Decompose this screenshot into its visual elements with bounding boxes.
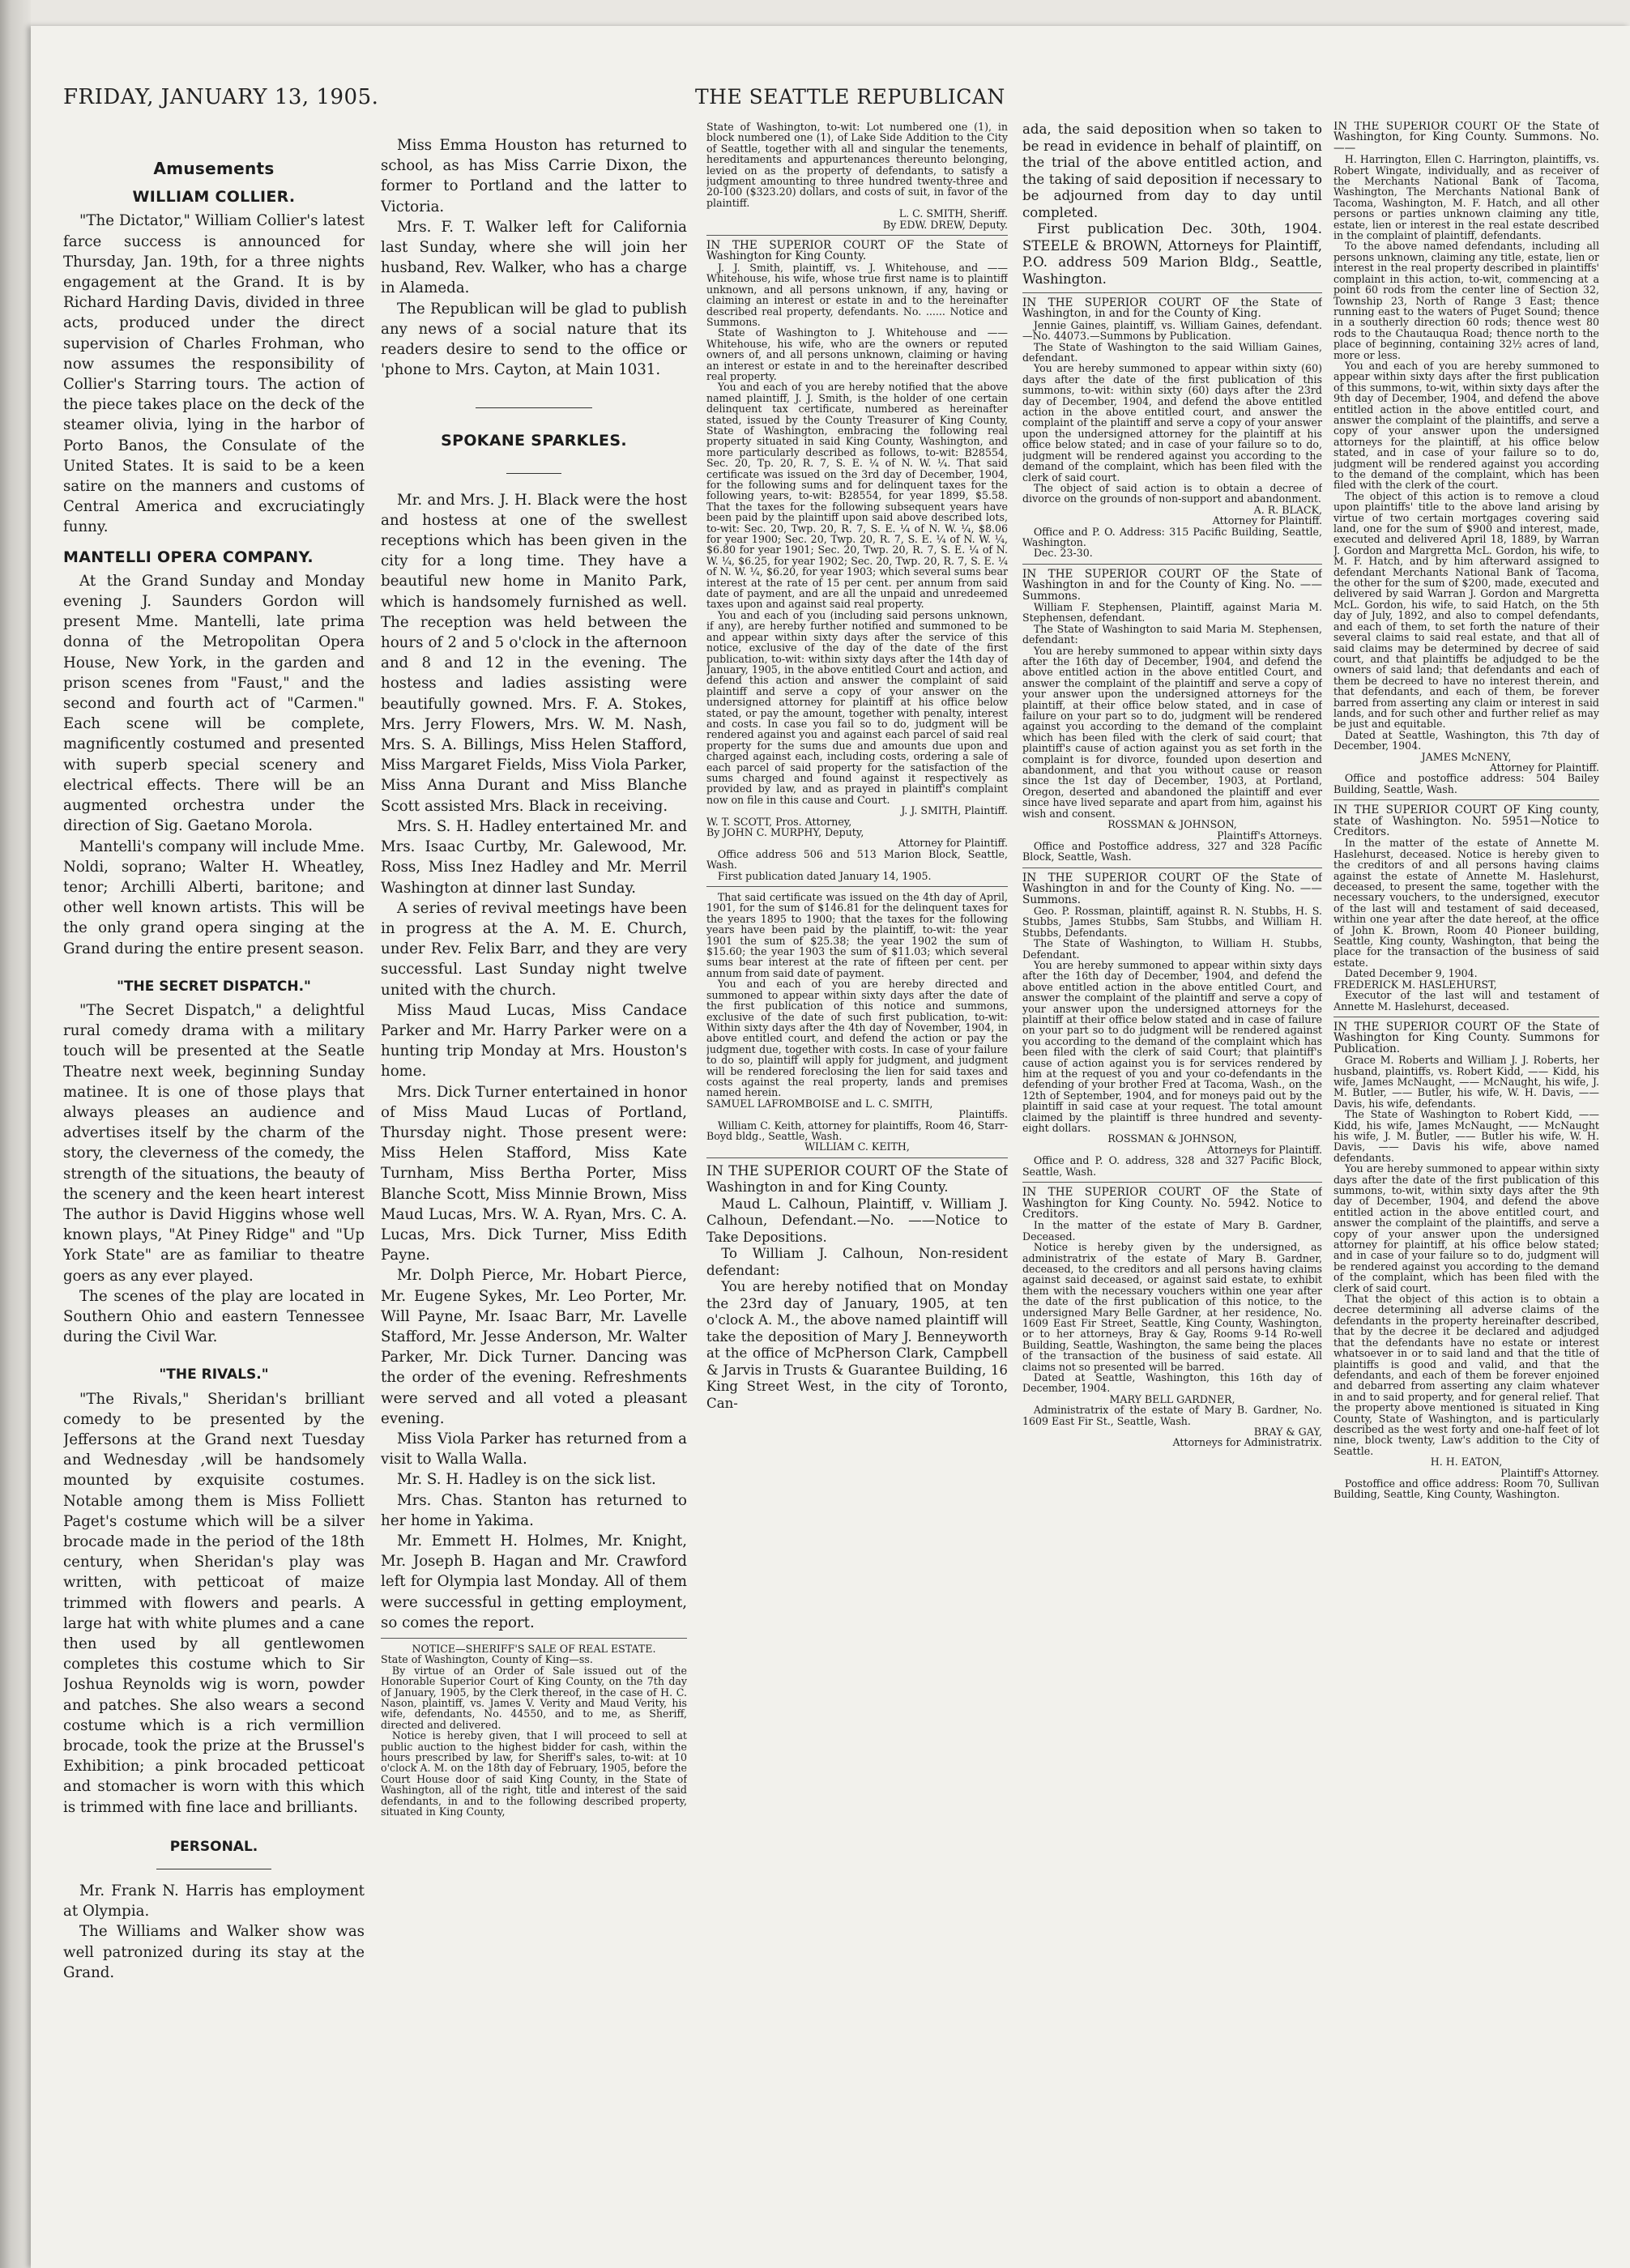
legal-signature: L. C. SMITH, Sheriff. — [898, 207, 1008, 220]
legal-signature: By EDW. DREW, Deputy. — [882, 218, 1008, 231]
article-paragraph: Mrs. F. T. Walker left for California last Sunday, where she will join her husband, Rev. Walker, who has a charge in Alameda. — [381, 218, 687, 297]
article-paragraph: The Republican will be glad to publish any news of a social nature that its readers desire to send to the office or 'phone to Mrs. Cayton, at Main 1031. — [381, 300, 687, 379]
legal-paragraph: You and each of you are hereby notified that the above named plaintiff, J. J. Smith, is the holder of one certain delinquent tax certificate, numbered as hereinafter stated, issued by the County Treasurer of King County, State of Washington, embracing the following real property situated in said King County, Washington, and more particularly described as follows, to-wit: B28554, Sec. 20, Tp. 20, R. 7, S. E. ¼ of N. W. ¼. That said certificate was issued on the 3rd day of December, 1904, for the following sums and for delinquent taxes for the following years, to-wit: B28554, for year 1899, $5.58. That the taxes for the following subsequent years have been paid by the plaintiff upon said above described lots, to-wit: Sec. 20, Twp. 20, R. 7, S. E. ¼ of N. W. ¼, $8.06 for year 1900; Sec. 20, Twp. 20, R. 7, S. E. ¼ of N. W. ¼, $6.80 for year 1901; Sec. 20, Twp. 20, R. 7, S. E. ¼ of N. W. ¼, $6.25, for year 1902; Sec. 20, Twp. 20, R. 7, S. E. ¼ of N. W. ¼, $6.20, for year 1903; which several sums bear interest at the rate of 15 per cent. per annum from said date of payment, and are all the unpaid and unredeemed taxes upon and against said real property. — [706, 381, 1008, 611]
article-paragraph: Miss Maud Lucas, Miss Candace Parker and Mr. Harry Parker were on a hunting trip Monday at Mrs. Houston's home. — [381, 1001, 687, 1081]
divider — [706, 1157, 1008, 1158]
legal-paragraph: Geo. P. Rossman, plaintiff, against R. N. Stubbs, H. S. Stubbs, James Stubbs, Sam Stubbs, and William H. Stubbs, Defendants. — [1022, 904, 1322, 939]
legal-signature: MARY BELL GARDNER, — [1109, 1392, 1235, 1405]
court-heading: IN THE SUPERIOR COURT OF the State of Washington, for King County. Summons. No. —— — [1333, 122, 1599, 155]
legal-signature: Dec. 23-30. — [1033, 547, 1093, 560]
court-heading: IN THE SUPERIOR COURT OF the State of Washington, in and for the County of King. — [1022, 296, 1322, 321]
legal-signature: A. R. BLACK, — [1253, 503, 1322, 516]
legal-signature: Office and Postoffice address, 327 and 328 Pacific Block, Seattle, Wash. — [1022, 839, 1322, 863]
article-heading-secret-dispatch: "THE SECRET DISPATCH." — [117, 978, 311, 995]
legal-paragraph: In the matter of the estate of Mary B. Gardner, Deceased. — [1022, 1219, 1322, 1243]
legal-signature: FREDERICK M. HASLEHURST, — [1333, 978, 1497, 991]
legal-paragraph: Dated at Seattle, Washington, this 16th day of December, 1904. — [1022, 1371, 1322, 1395]
legal-signature: W. T. SCOTT, Pros. Attorney, — [706, 815, 852, 828]
article-heading-collier: WILLIAM COLLIER. — [132, 188, 296, 207]
legal-paragraph: You are hereby notified that on Monday the 23rd day of January, 1905, at ten o'clock A. M., the above named plaintiff will take the deposition of Mary J. Benneyworth at the office of McPherson Clark, Campbell & Jarvis in Trusts & Guarantee Building, 16 King Street West, in the city of Toronto, Can- — [706, 1279, 1008, 1411]
article-paragraph: Mr. and Mrs. J. H. Black were the host and hostess at one of the swellest receptions which has been given in the city for a long time. They have a beautiful new home in Manito Park, which is handsomely furnished as well. The reception was held between the hours of 2 and 5 o'clock in the afternoon and 8 and 12 in the evening. The hostess and ladies assisting were beautifully gowned. Mrs. F. A. Stokes, Mrs. Jerry Flowers, Mrs. W. M. Nash, Mrs. S. A. Billings, Miss Helen Stafford, Miss Margaret Fields, Miss Viola Parker, Miss Anna Durant and Miss Blanche Scott assisted Mrs. Black in receiving. — [381, 491, 687, 815]
legal-paragraph: That the object of this action is to obtain a decree determining all adverse claims of the defendants in the property hereinafter described, that by the decree it be declared and adjudged that the defendants have no estate or interest whatsoever in or to said land and that the title of plaintiffs is good and valid, and that the defendants, and each of them be forever enjoined and debarred from asserting any claim whatever in and to said property, and for general relief. That the property above mentioned is situated in King County, State of Washington, and is particularly described as the west forty and one-half feet of lot nine, block twenty, Law's addition to the City of Seattle. — [1333, 1293, 1599, 1457]
legal-paragraph: The object of this action is to remove a cloud upon plaintiffs' title to the above land arising by virtue of two certain mortgages covering said land, one for the sum of $900 and interest, made, executed and delivered April 18, 1889, by Warran J. Gordon and Margretta McL. Gordon, his wife, to M. F. Hatch, and by him afterward assigned to defendant Merchants National Bank of Tacoma, the other for the sum of $200, made, executed and delivered by said Warran J. Gordon and Margretta McL. Gordon, his wife, to said Hatch, on the 5th day of July, 1892, and also to compel defendants, and each of them, to set forth the nature of their several claims to said real estate, and that all of said claims may be determined by decree of said court, and that plaintiffs be adjudged to be the owners of said land; that defendants and each of them be decreed to have no interest therein, and that defendants, and each of them, be forever barred from asserting any claim or interest in said lands, and for such other and further relief as may be just and equitable. — [1333, 489, 1599, 731]
divider — [706, 235, 1008, 236]
masthead-title: THE SEATTLE REPUBLICAN — [695, 85, 1005, 109]
section-heading-spokane: SPOKANE SPARKLES. — [441, 432, 627, 450]
article-heading-mantelli: MANTELLI OPERA COMPANY. — [63, 548, 314, 566]
legal-signature: SAMUEL LAFROMBOISE and L. C. SMITH, — [706, 1097, 933, 1110]
court-heading: IN THE SUPERIOR COURT OF the State of Washington in and for King County. — [706, 1162, 1008, 1196]
legal-paragraph: In the matter of the estate of Annette M. Haslehurst, deceased. Notice is hereby given to the creditors of and all persons having claims against the estate of Annette M. Haslehurst, deceased, to present the same, together with the necessary vouchers, to the undersigned, executor of the last will and testament of said deceased, within one year after the date hereof, at the office of John K. Brown, Room 40 Pioneer building, Seattle, King county, Washington, that being the place for the transaction of the business of said estate. — [1333, 837, 1599, 969]
legal-paragraph: Notice is hereby given by the undersigned, as administratrix of the estate of Mary B. Gardner, deceased, to the creditors and all persons having claims against said deceased, or against said estate, to exhibit them with the necessary vouchers within one year after the date of the first publication of this notice, to the undersigned Mary Belle Gardner, at her residence, No. 1609 East Fir Street, Seattle, King County, Washington, or to her attorneys, Bray & Gay, Rooms 9-14 Ro-well Building, Seattle, Washington, the same being the places of the transaction of the business of said estate. All claims not so presented will be barred. — [1022, 1241, 1322, 1373]
legal-paragraph: ada, the said deposition when so taken to be read in evidence in behalf of plaintiff, on the trial of the above entitled action, and the taking of said deposition if necessary to be adjourned from day to day until completed. — [1022, 122, 1322, 220]
article-paragraph: At the Grand Sunday and Monday evening J. Saunders Gordon will present Mme. Mantelli, late prima donna of the Metropolitan Opera House, New York, in the garden and prison scenes from "Faust," and the second and fourth act of "Carmen." Each scene will be complete, magnificently costumed and presented with superb special scenery and electrical effects. There will be an augmented orchestra under the direction of Sig. Gaetano Morola. — [63, 572, 365, 835]
article-paragraph: "The Secret Dispatch," a delightful rural comedy drama with a military touch will be presented at the Seatle Theatre next week, beginning Sunday matinee. It is one of those plays that always pleases an audience and advertises itself by the charm of the story, the cleverness of the comedy, the strength of the situations, the beauty of the scenery and the keen heart interest The author is David Higgins whose well known plays, "At Piney Ridge" and "Up York State" are as familiar to theatre goers as any ever played. — [63, 1001, 365, 1285]
legal-signature: Postoffice and office address: Room 70, Sullivan Building, Seattle, King County, Washington. — [1333, 1477, 1599, 1501]
legal-signature: Office and P. O. address, 328 and 327 Pacific Block, Seattle, Wash. — [1022, 1154, 1322, 1178]
legal-signature: ROSSMAN & JOHNSON, — [1107, 818, 1237, 831]
legal-signature: By JOHN C. MURPHY, Deputy, — [706, 826, 864, 838]
legal-paragraph: You are hereby summoned to appear within sixty (60) days after the date of the first publication of this summons, to-wit: within sixty (60) days after the 23rd day of December, 1904, and defend the above entitled action in the above entitled court, and answer the complaint of the plaintiff and serve a copy of your answer upon the undersigned attorney for the plaintiff at his office below stated; and in case of your failure so to do, judgment will be rendered against you according to the demand of the complaint, which has been filed with the clerk of said court. — [1022, 362, 1322, 484]
legal-signature: Office and postoffice address: 504 Bailey Building, Seattle, Wash. — [1333, 772, 1599, 795]
legal-signature: Plaintiff's Attorney. — [1500, 1466, 1599, 1479]
legal-paragraph: Dated December 9, 1904. — [1344, 967, 1478, 980]
court-heading: IN THE SUPERIOR COURT OF the State of Washington for King County. — [706, 239, 1008, 263]
legal-signature: J. J. SMITH, Plaintiff. — [901, 804, 1008, 817]
article-paragraph: Mr. Emmett H. Holmes, Mr. Knight, Mr. Joseph B. Hagan and Mr. Crawford left for Olympia last Monday. All of them were successful in getting employment, so comes the report. — [381, 1533, 687, 1631]
legal-signature: WILLIAM C. KEITH, — [804, 1140, 910, 1153]
court-heading: IN THE SUPERIOR COURT OF the State of Washington in and for the County of King. No. ——Summons. — [1022, 567, 1322, 603]
divider — [1022, 564, 1322, 565]
legal-paragraph: You and each of you are hereby summoned to appear within sixty days after the first publication of this summons, to-wit, within sixty days after the 9th day of December, 1904, and defend the above entitled action in the above entitled court, and answer the complaint of the plaintiffs, and serve a copy of your answer upon the undersigned attorneys for the plaintiff, at his office below stated, and in case of your failure so to do, judgment will be rendered against you according to the demand of the complaint, which has been filed with the clerk of the court. — [1333, 359, 1599, 492]
legal-paragraph: State of Washington, to-wit: Lot numbered one (1), in block numbered one (1), of Lake Side Addition to the City of Seattle, together with all and singular the tenements, hereditaments and appurtenances thereunto belonging, levied on as the property of defendants, to satisfy a judgment amounting to three hundred twenty-three and 20-100 ($323.20) dollars, and costs of suit, in favor of the plaintiff. — [706, 122, 1008, 209]
issue-date: FRIDAY, JANUARY 13, 1905. — [63, 85, 379, 109]
article-paragraph: Mr. Frank N. Harris has employment at Olympia. — [63, 1882, 365, 1921]
legal-signature: Office and P. O. Address: 315 Pacific Building, Seattle, Washington. — [1022, 525, 1322, 548]
legal-paragraph: By virtue of an Order of Sale issued out of the Honorable Superior Court of King County, on the 7th day of January, 1905, by the Clerk thereof, in the case of H. C. Nason, plaintiff, vs. James V. Verity and Maud Verity, his wife, defendants, No. 44550, and to me, as Sheriff, directed and delivered. — [381, 1664, 687, 1731]
legal-paragraph: J. J. Smith, plaintiff, vs. J. Whitehouse, and —— Whitehouse, his wife, whose true first name is to plaintiff unknown, and all persons unknown, if any, having or claiming an interest or estate in and to the hereinafter described real property, defendants. No. ...... Notice and Summons. — [706, 261, 1008, 328]
article-paragraph: Mrs. Dick Turner entertained in honor of Miss Maud Lucas of Portland, Thursday night. Those present were: Miss Helen Stafford, Miss Kate Turnham, Miss Bertha Porter, Miss Blanche Scott, Miss Minnie Brown, Miss Maud Lucas, Mrs. W. A. Ryan, Mrs. C. A. Lucas, Mrs. Dick Turner, Miss Edith Payne. — [381, 1083, 687, 1264]
column-legal-3 — [1333, 122, 1599, 2244]
legal-signature: BRAY & GAY, — [1253, 1426, 1322, 1439]
legal-signature: Attorney for Plaintiff. — [1489, 761, 1599, 774]
divider — [1333, 799, 1599, 800]
article-paragraph: Mr. S. H. Hadley is on the sick list. — [397, 1471, 656, 1489]
court-heading: IN THE SUPERIOR COURT OF King county, state of Washington. No. 5951—Notice to Creditors. — [1333, 804, 1599, 838]
legal-paragraph: To William J. Calhoun, Non-resident defendant: — [706, 1246, 1008, 1278]
legal-notice-heading: NOTICE—SHERIFF'S SALE OF REAL ESTATE. — [412, 1643, 656, 1656]
article-paragraph: Miss Emma Houston has returned to school, as has Miss Carrie Dixon, the former to Portland and the latter to Victoria. — [381, 137, 687, 215]
legal-signature: Plaintiffs. — [958, 1108, 1008, 1121]
article-paragraph: "The Dictator," William Collier's latest farce success is announced for Thursday, Jan. 19th, for a three nights engagement at the Grand. It is by Richard Harding Davis, divided in three acts, produced under the direct supervision of Charles Frohman, who now assumes the responsibility of Collier's Starring tours. The action of the piece takes place on the deck of the steamer olivia, lying in the harbor of Porto Banos, the Consulate of the United States. It is said to be a keen satire on the manners and customs of Central America and excruciatingly funny. — [63, 212, 365, 536]
divider — [381, 1638, 687, 1639]
divider — [506, 473, 561, 474]
divider — [476, 407, 592, 408]
article-paragraph: The scenes of the play are located in Southern Ohio and eastern Tennessee during the Civil War. — [63, 1287, 365, 1346]
legal-paragraph: You and each of you (including said persons unknown, if any), are hereby further notified and summoned to be and appear within sixty days after the service of this notice, exclusive of the day of the date of the first publication, to-wit: within sixty days after the 14th day of January, 1905, in the above entitled Court and action, and defend this action and answer the complaint of said plaintiff and serve a copy of your answer on the undersigned attorney for plaintiff at his office below stated, or pay the amount, together with penalty, interest and costs. In case you fail so to do, judgment will be rendered against you and against each parcel of said real property for the sums due and amounts due upon and charged against each, including costs, ordering a sale of each parcel of said property for the satisfaction of the sums charged and found against it respectively as provided by law, and as prayed in plaintiff's complaint now on file in this cause and Court. — [706, 608, 1008, 806]
legal-signature: JAMES McNENY, — [1421, 750, 1512, 763]
legal-paragraph: Notice is hereby given, that I will proceed to sell at public auction to the highest bidder for cash, within the hours prescribed by law, for Sheriff's sales, to-wit: at 10 o'clock A. M. on the 18th day of February, 1905, before the Court House door of said King County, in the State of Washington, all of the right, title and interest of the said defendants, in and to the following described property, situated in King County, — [381, 1729, 687, 1818]
legal-signature: Attorney for Plaintiff. — [898, 837, 1008, 850]
legal-paragraph: To the above named defendants, including all persons unknown, claiming any title, estate, lien or interest in the real property described in plaintiffs' complaint in this action, to-wit, commencing at a point 60 rods from the center line of Section 32, Township 23, North of Range 3 East; thence running east to the waters of Puget Sound; thence in a southerly direction 60 rods; thence west 80 rods to the Chautauqua Road; thence north to the place of beginning, containing 32½ acres of land, more or less. — [1333, 240, 1599, 361]
legal-paragraph: Maud L. Calhoun, Plaintiff, v. William J. Calhoun, Defendant.—No. ——Notice to Take Depositions. — [706, 1196, 1008, 1245]
legal-paragraph: You are hereby summoned to appear within sixty days after the date of the first publication of this summons, to-wit, within sixty days after the 9th day of December, 1904, and defend the above entitled action in the above entitled court, and answer the complaint of the plaintiffs, and serve a copy of your answer upon the undersigned attorney for plaintiff, at his office below stated; and in case of your failure so to do, judgment will be rendered against you according to the demand of the complaint, which has been filed with the clerk of said court. — [1333, 1162, 1599, 1294]
court-heading: IN THE SUPERIOR COURT OF the State of Washington in and for the County of King. No. ——Summons. — [1022, 871, 1322, 906]
legal-signature: Executor of the last will and testament of Annette M. Haslehurst, deceased. — [1333, 989, 1599, 1013]
column-social — [381, 135, 687, 2225]
legal-paragraph: The State of Washington to Robert Kidd, —— Kidd, his wife, James McNaught, —— McNaught his wife, J. M. Butler, —— Butler his wife, W. H. Davis, —— Davis his wife, above named defendants. — [1333, 1108, 1599, 1164]
legal-paragraph: The State of Washington, to William H. Stubbs, Defendant. — [1022, 937, 1322, 961]
court-heading: IN THE SUPERIOR COURT OF the State of Washington for King County. No. 5942. Notice to Creditors. — [1022, 1186, 1322, 1221]
legal-signature: William C. Keith, attorney for plaintiffs, Room 46, Starr-Boyd bldg., Seattle, Wash. — [706, 1119, 1008, 1142]
article-heading-rivals: "THE RIVALS." — [159, 1366, 269, 1383]
legal-paragraph: H. Harrington, Ellen C. Harrington, plaintiffs, vs. Robert Wingate, individually, and as receiver of the Merchants National Bank of Tacoma, Washington, The Merchants National Bank of Tacoma, Washington, M. F. Hatch, and all other persons or parties unknown claiming any title, estate, lien or interest in the real estate described in the complaint of plaintiff, defendants. — [1333, 153, 1599, 242]
article-paragraph: Mrs. S. H. Hadley entertained Mr. and Mrs. Isaac Curtby, Mr. Galewood, Mr. Ross, Miss Inez Hadley and Mr. Merril Washington at dinner last Sunday. — [381, 817, 687, 897]
legal-signature: Attorney for Plaintiff. — [1212, 514, 1322, 527]
legal-signature: Office address 506 and 513 Marion Block, Seattle, Wash. — [706, 847, 1008, 872]
legal-paragraph: First publication Dec. 30th, 1904. STEELE & BROWN, Attorneys for Plaintiff, P.O. address 509 Marion Bldg., Seattle, Washington. — [1022, 221, 1322, 287]
column-legal-2 — [1022, 122, 1322, 2244]
article-paragraph: The Williams and Walker show was well patronized during its stay at the Grand. — [63, 1923, 365, 1981]
divider — [706, 886, 1008, 887]
legal-signature: Administratrix of the estate of Mary B. Gardner, No. 1609 East Fir St., Seattle, Wash. — [1022, 1404, 1322, 1427]
legal-signature: Attorneys for Plaintiff. — [1207, 1143, 1322, 1156]
divider — [1022, 292, 1322, 293]
legal-signature: H. H. EATON, — [1430, 1456, 1503, 1469]
article-paragraph: Mrs. Chas. Stanton has returned to her home in Yakima. — [381, 1491, 687, 1529]
legal-paragraph: You are hereby summoned to appear within sixty days after the 16th day of December, 1904, and defend the above entitled action in the above entitled Court, and answer the complaint of the plaintiff and serve a copy of your answer upon the undersigned attorneys for the plaintiff at their office below stated and in case of failure on your part so to do judgment will be rendered against you according to the demand of the complaint which has been filed with the clerk of said Court; that plaintiff's cause of action against you is for services rendered by him at the request of you and your co-defendants in the defending of your brother Fred at Tacoma, Wash., on the 12th of September, 1904, and for moneys paid out by the plaintiff in said case at your request. The total amount claimed by the plaintiff is three hundred and seventy-eight dollars. — [1022, 958, 1322, 1135]
legal-paragraph: Jennie Gaines, plaintiff, vs. William Gaines, defendant.—No. 44073.—Summons by Publication. — [1022, 318, 1322, 343]
legal-paragraph: Dated at Seattle, Washington, this 7th day of December, 1904. — [1333, 728, 1599, 752]
article-paragraph: Mantelli's company will include Mme. Noldi, soprano; Walter H. Wheatley, tenor; Archilli Alberti, baritone; and other well known artists. This will be the only grand opera singing at the Grand during the entire present season. — [63, 838, 365, 957]
legal-signature: ROSSMAN & JOHNSON, — [1107, 1132, 1237, 1145]
article-paragraph: Mr. Dolph Pierce, Mr. Hobart Pierce, Mr. Eugene Sykes, Mr. Leo Porter, Mr. Will Payne, Mr. Isaac Barr, Mr. Lavelle Stafford, Mr. Jesse Anderson, Mr. Walter Parker, Mr. Dick Turner. Dancing was the order of the evening. Refreshments were served and all voted a pleasant evening. — [381, 1267, 687, 1427]
legal-paragraph: You and each of you are hereby directed and summoned to appear within sixty days after the date of the first publication of this notice and summons, exclusive of the date of such first publication, to-wit: Within sixty days after the 4th day of November, 1904, in above entitled court, and defend the action or pay the judgment due, together with costs. In case of your failure to do so, plaintiff will apply for judgment, and judgment will be rendered foreclosing the lien for said taxes and costs against the real property, lands and premises named herein. — [706, 978, 1008, 1099]
section-heading-amusements: Amusements — [153, 159, 275, 178]
column-legal-1 — [706, 122, 1008, 2244]
legal-paragraph: The State of Washington to the said William Gaines, defendant. — [1022, 340, 1322, 364]
legal-paragraph: The State of Washington to said Maria M. Stephensen, defendant: — [1022, 622, 1322, 646]
legal-paragraph: That said certificate was issued on the 4th day of April, 1901, for the sum of $146.81 for the delinquent taxes for the years 1895 to 1900; that the taxes for the following years have been paid by the plaintiff, to-wit: the year 1901 the sum of $25.38; the year 1902 the sum of $15.60; the year 1903 the sum of $11.03; which several sums bear interest at the rate of fifteen per cent. per annum from said date of payment. — [706, 891, 1008, 979]
article-paragraph: "The Rivals," Sheridan's brilliant comedy to be presented by the Jeffersons at the Grand next Tuesday and Wednesday ,will be handsomely mounted by exquisite costumes. Notable among them is Miss Folliett Paget's costume which will be a silver brocade made in the period of the 18th century, when Sheridan's play was written, with petticoat of maize trimmed with flowers and pearls. A large hat with white plumes and a cane then used by all gentlewomen completes this costume which to Sir Joshua Reynolds wig is worn, powder and patches. She also wears a second costume which is a rich vermillion brocade, took the prize at the Brussel's Exhibition; a pink brocaded petticoat and stomacher is worn with this which is trimmed with fine lace and brilliants. — [63, 1390, 365, 1816]
article-paragraph: Miss Viola Parker has returned from a visit to Walla Walla. — [381, 1430, 687, 1469]
binding-gutter — [0, 0, 31, 2268]
legal-signature: Plaintiff's Attorneys. — [1217, 829, 1322, 842]
legal-signature: First publication dated January 14, 1905. — [717, 869, 932, 882]
legal-signature: Attorneys for Administratrix. — [1172, 1436, 1322, 1449]
column-amusements — [63, 130, 365, 2219]
legal-paragraph: State of Washington, County of King—ss. — [381, 1653, 593, 1666]
legal-paragraph: State of Washington to J. Whitehouse and —— Whitehouse, his wife, who are the owners or reputed owners of, and all persons unknown, claiming or having an interest or estate in and to the hereinafter described real property. — [706, 326, 1008, 382]
legal-paragraph: The object of said action is to obtain a decree of divorce on the grounds of non-support and abandonment. — [1022, 481, 1322, 505]
divider — [1022, 1182, 1322, 1183]
legal-paragraph: You are hereby summoned to appear within sixty days after the 16th day of December, 1904, and defend the above entitled action in the above entitled Court, and answer the complaint of the plaintiff and serve a copy of your answer upon the undersigned attorneys for the plaintiff, at their office below stated, and in case of failure on your part so to do, judgment will be rendered against you according to the demand of the complaint which has been filed with the clerk of said court; that plaintiff's cause of action against you as set forth in the complaint is for divorce, founded upon desertion and abandonment, and that you without cause or reason since the 1st day of December, 1903, at Portland, Oregon, deserted and abandoned the plaintiff and ever since have lived separate and apart from him, against his wish and consent. — [1022, 644, 1322, 820]
article-paragraph: A series of revival meetings have been in progress at the A. M. E. Church, under Rev. Felix Barr, and they are very successful. Last Sunday night twelve united with the church. — [381, 899, 687, 999]
court-heading: IN THE SUPERIOR COURT OF the State of Washington for King County. Summons for Publication. — [1333, 1020, 1599, 1055]
legal-paragraph: William F. Stephensen, Plaintiff, against Maria M. Stephensen, defendant. — [1022, 600, 1322, 625]
legal-paragraph: Grace M. Roberts and William J. J. Roberts, her husband, plaintiffs, vs. Robert Kidd, —— Kidd, his wife, James McNaught, —— McNaught, his wife, J. M. Butler, —— Butler, his wife, W. H. Davis, —— Davis, his wife, defendants. — [1333, 1054, 1599, 1110]
section-heading-personal: PERSONAL. — [169, 1838, 258, 1855]
